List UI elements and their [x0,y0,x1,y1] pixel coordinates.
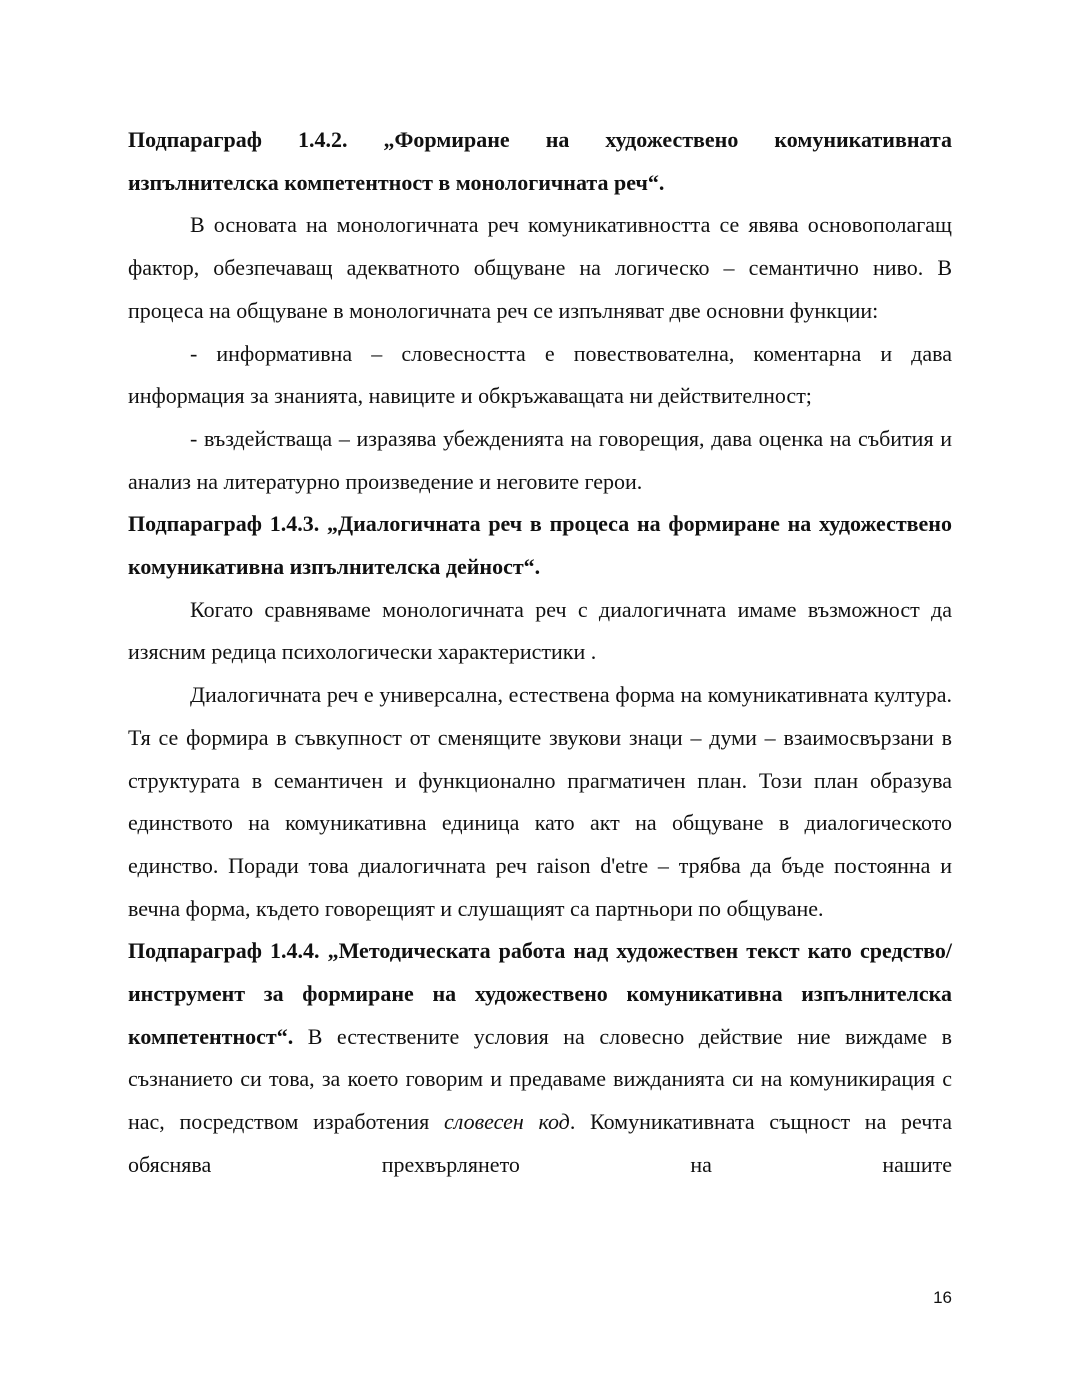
paragraph-comparison: Когато сравняваме монологичната реч с диалогичната имаме възможност да изясним редица психологически характеристики . [128,596,952,665]
section-heading-1-4-4: Подпараграф 1.4.4. „Методическата работа над художествен текст като средство/инструмент за формиране на художествено комуникативна изпълнителска компетентност“. [128,938,952,1049]
section-heading-1-4-3: Подпараграф 1.4.3. „Диалогичната реч в процеса на формиране на художествено комуникативна изпълнителска дейност“. [128,511,952,580]
paragraph-dialogue: Диалогичната реч е универсална, естествена форма на комуникативната култура. Тя се формира в съвкупност от сменящите звукови знаци – думи – взаимосвързани в структурата в семантичен и функционално прагматичен план. Този план образува единството на комуникативна единица като акт на общуване в диалогическото единство. Поради това диалогичната реч raison d'etre – трябва да бъде постоянна и вечна форма, където говорещият и слушащият са партньори по общуване. [128,682,952,921]
section-heading-1-4-2: Подпараграф 1.4.2. „Формиране на художествено комуникативната изпълнителска компетентност в монологичната реч“. [128,127,952,195]
list-item-informative: - информативна – словесността е повествователна, коментарна и дава информация за знанията, навиците и обкръжаващата ни действителност; [128,340,952,409]
paragraph-section-1-4-4 [128,930,952,1186]
section-text-part-1: В естествените условия на словесно действие ние виждаме в съзнанието си това, за което говорим и предаваме вижданията си на комуникирация с нас, посредством изработения [128,1023,952,1135]
emphasis-verbal-code: словесен код [444,1109,570,1135]
page-number: 16 [933,1288,952,1307]
page-body [128,119,952,1187]
paragraph-monologue-intro: В основата на монологичната реч комуникативността се явява основополагащ фактор, обезпечаващ адекватното общуване на логическо – семантично ниво. В процеса на общуване в монологичната реч се изпълняват две основни функции: [128,212,952,323]
section-text-part-2: . Комуникативната същност на речта обяснява прехвърлянето на нашите [128,1109,952,1177]
list-item-influencing: - въздействаща – изразява убежденията на говорещия, дава оценка на събития и анализ на литературно произведение и неговите герои. [128,425,952,494]
